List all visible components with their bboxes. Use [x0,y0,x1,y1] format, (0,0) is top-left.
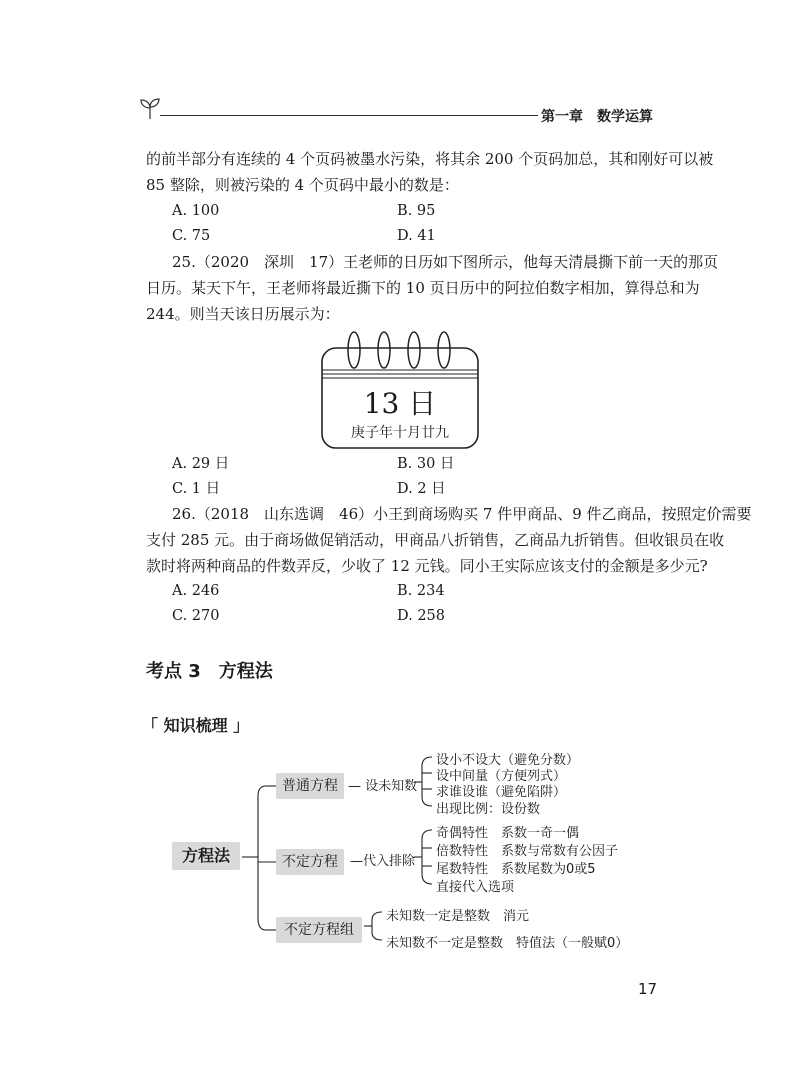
q25-option-c: C. 1 日 [172,481,221,497]
q24-text-line1: 的前半部分有连续的 4 个页码被墨水污染，将其余 200 个页码加总，其和刚好可以被 [146,150,714,168]
mindmap-branch-1: 普通方程 [276,773,344,799]
mindmap-leaf-3-1: 未知数一定是整数 消元 [386,909,530,924]
section-title: 考点 3 方程法 [146,661,273,682]
q24-text-line2: 85 整除，则被污染的 4 个页码中最小的数是： [146,176,459,194]
q26-text-line3: 款时将两种商品的件数弄反，少收了 12 元钱。同小王实际应该支付的金额是多少元? [146,557,708,575]
q24-option-d: D. 41 [397,228,436,244]
q26-text-line2: 支付 285 元。由于商场做促销活动，甲商品八折销售，乙商品九折销售。但收银员在收 [146,531,725,549]
mindmap-leaf-2-4: 直接代入选项 [436,880,515,895]
q24-option-b: B. 95 [397,203,436,219]
mindmap-root: 方程法 [172,842,240,870]
page-number: 17 [638,980,658,998]
calendar-date: 13 日 [363,387,437,420]
q24-option-c: C. 75 [172,228,211,244]
mindmap-branch-1-connector: — 设未知数 [348,779,418,794]
q25-text-line2: 日历。某天下午，王老师将最近撕下的 10 页日历中的阿拉伯数字相加，算得总和为 [146,279,700,297]
mindmap-branch-2: 不定方程 [276,849,344,875]
mindmap-leaf-1-2: 设中间量（方便列式） [436,769,567,784]
calendar-lunar: 庚子年十月廿九 [351,425,449,441]
q26-option-d: D. 258 [397,608,446,624]
q25-option-b: B. 30 日 [397,456,455,472]
mindmap-leaf-1-1: 设小不设大（避免分数） [436,753,580,768]
q25-option-d: D. 2 日 [397,481,446,497]
mindmap-leaf-2-1: 奇偶特性 系数一奇一偶 [436,826,580,841]
mindmap-leaf-1-4: 出现比例：设份数 [436,802,541,817]
knowledge-header: 「 知识梳理 」 [142,716,250,735]
q26-option-b: B. 234 [397,583,445,599]
mindmap-leaf-2-3: 尾数特性 系数尾数为0或5 [436,862,596,877]
q26-option-a: A. 246 [172,583,220,599]
q26-option-c: C. 270 [172,608,220,624]
chapter-title: 第一章 数学运算 [541,109,653,125]
q25-option-a: A. 29 日 [172,456,230,472]
mindmap-branch-3: 不定方程组 [276,917,362,943]
mindmap-leaf-2-2: 倍数特性 系数与常数有公因子 [436,844,619,859]
mindmap-leaf-3-2: 未知数不一定是整数 特值法（一般赋0） [386,936,629,951]
q26-text-line1: 26.（2018 山东选调 46）小王到商场购买 7 件甲商品、9 件乙商品，按照定价需要 [172,505,752,523]
mindmap-branch-2-connector: —代入排除 [350,854,416,869]
mindmap-leaf-1-3: 求谁设谁（避免陷阱） [436,785,567,800]
q24-option-a: A. 100 [172,203,220,219]
q25-text-line3: 244。则当天该日历展示为： [146,305,340,323]
q25-text-line1: 25.（2020 深圳 17）王老师的日历如下图所示，他每天清晨撕下前一天的那页 [172,253,719,271]
